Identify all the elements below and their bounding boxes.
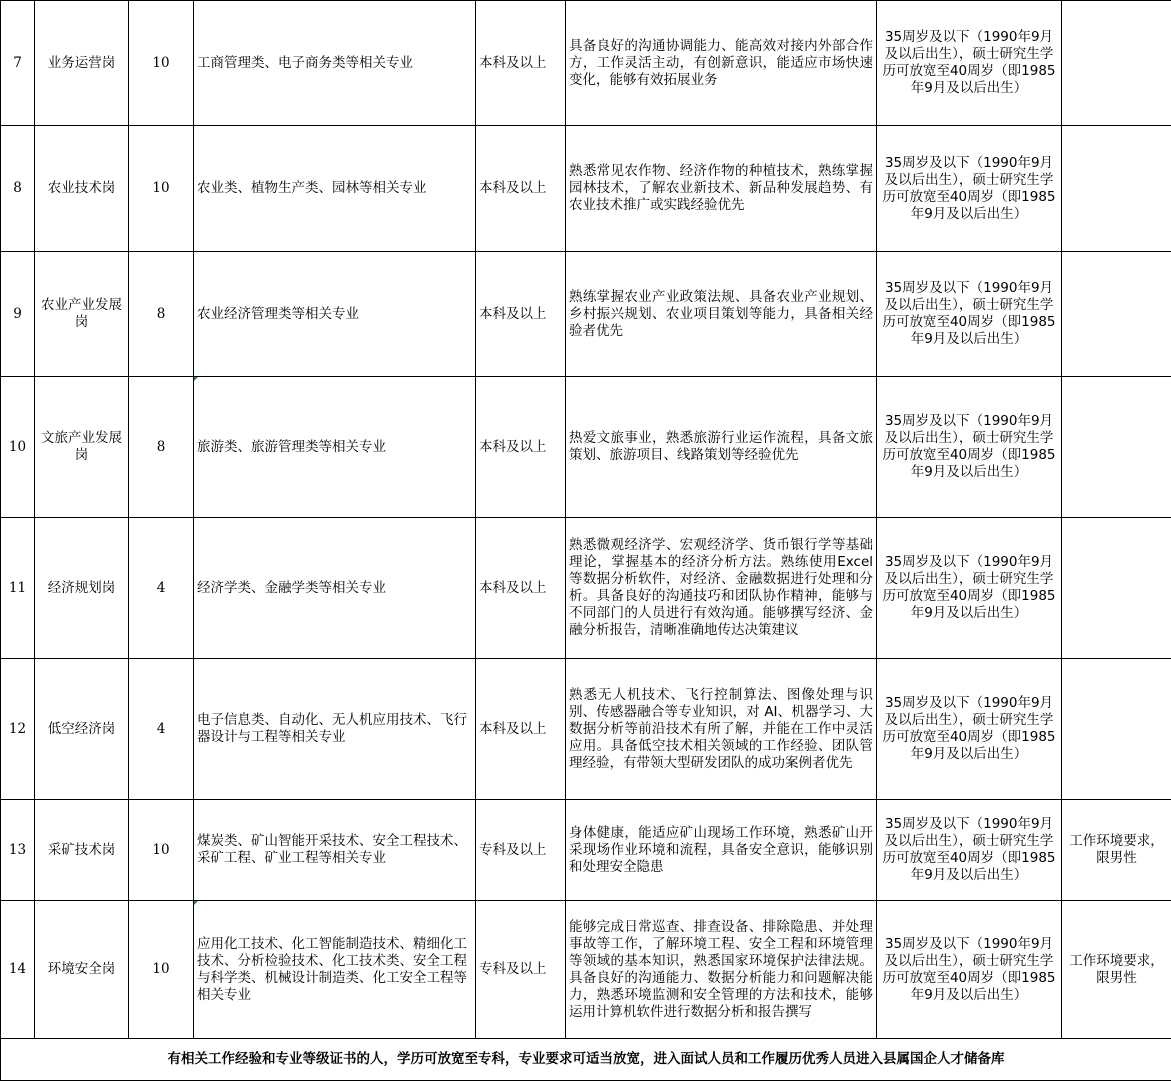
post-name: 低空经济岗 xyxy=(35,659,129,800)
job-table-body xyxy=(1,1,1171,1081)
row-number: 11 xyxy=(1,518,35,659)
headcount: 4 xyxy=(129,659,194,800)
education: 专科及以上 xyxy=(476,901,566,1039)
row-number: 12 xyxy=(1,659,35,800)
major-requirement: 煤炭类、矿山智能开采技术、安全工程技术、采矿工程、矿业工程等相关专业 xyxy=(194,800,476,901)
post-name: 农业产业发展岗 xyxy=(35,252,129,377)
major-requirement: 应用化工技术、化工智能制造技术、精细化工技术、分析检验技术、化工技术类、安全工程与科学类、机械设计制造类、化工安全工程等相关专业 xyxy=(194,901,476,1039)
education: 本科及以上 xyxy=(476,1,566,126)
post-name: 环境安全岗 xyxy=(35,901,129,1039)
remark: 工作环境要求，限男性 xyxy=(1062,800,1171,901)
footer-row xyxy=(1,1039,1171,1081)
remark xyxy=(1062,377,1171,518)
post-name: 业务运营岗 xyxy=(35,1,129,126)
headcount: 10 xyxy=(129,126,194,252)
job-requirement: 熟悉微观经济学、宏观经济学、货币银行学等基础理论，掌握基本的经济分析方法。熟练使用Excel等数据分析软件，对经济、金融数据进行处理和分析。具备良好的沟通技巧和团队协作精神，能够与不同部门的人员进行有效沟通。能够撰写经济、金融分析报告，清晰准确地传达决策建议 xyxy=(566,518,877,659)
remark xyxy=(1062,252,1171,377)
headcount: 8 xyxy=(129,252,194,377)
post-name: 文旅产业发展岗 xyxy=(35,377,129,518)
job-requirement: 身体健康，能适应矿山现场工作环境，熟悉矿山开采现场作业环境和流程，具备安全意识，能够识别和处理安全隐患 xyxy=(566,800,877,901)
footer-note: 有相关工作经验和专业等级证书的人，学历可放宽至专科，专业要求可适当放宽，进入面试人员和工作履历优秀人员进入县属国企人才储备库 xyxy=(1,1039,1171,1081)
major-requirement: 经济学类、金融学类等相关专业 xyxy=(194,518,476,659)
headcount: 10 xyxy=(129,1,194,126)
remark xyxy=(1062,659,1171,800)
table-row xyxy=(1,1,1171,126)
headcount: 10 xyxy=(129,901,194,1039)
table-row xyxy=(1,377,1171,518)
table-row xyxy=(1,518,1171,659)
remark xyxy=(1062,1,1171,126)
education: 本科及以上 xyxy=(476,252,566,377)
major-requirement: 电子信息类、自动化、无人机应用技术、飞行器设计与工程等相关专业 xyxy=(194,659,476,800)
job-requirement: 热爱文旅事业，熟悉旅游行业运作流程，具备文旅策划、旅游项目、线路策划等经验优先 xyxy=(566,377,877,518)
row-number: 14 xyxy=(1,901,35,1039)
age-requirement: 35周岁及以下（1990年9月及以后出生），硕士研究生学历可放宽至40周岁（即1985年9月及以后出生） xyxy=(877,126,1062,252)
table-row xyxy=(1,252,1171,377)
remark xyxy=(1062,518,1171,659)
remark xyxy=(1062,126,1171,252)
headcount: 4 xyxy=(129,518,194,659)
post-name: 经济规划岗 xyxy=(35,518,129,659)
age-requirement: 35周岁及以下（1990年9月及以后出生），硕士研究生学历可放宽至40周岁（即1985年9月及以后出生） xyxy=(877,659,1062,800)
age-requirement: 35周岁及以下（1990年9月及以后出生），硕士研究生学历可放宽至40周岁（即1985年9月及以后出生） xyxy=(877,252,1062,377)
table-row xyxy=(1,800,1171,901)
major-requirement: 农业类、植物生产类、园林等相关专业 xyxy=(194,126,476,252)
major-requirement: 旅游类、旅游管理类等相关专业 xyxy=(194,377,476,518)
major-requirement: 农业经济管理类等相关专业 xyxy=(194,252,476,377)
remark: 工作环境要求，限男性 xyxy=(1062,901,1171,1039)
headcount: 10 xyxy=(129,800,194,901)
table-row xyxy=(1,659,1171,800)
headcount: 8 xyxy=(129,377,194,518)
job-requirement: 熟悉无人机技术、飞行控制算法、图像处理与识别、传感器融合等专业知识，对 AI、机器学习、大数据分析等前沿技术有所了解，并能在工作中灵活应用。具备低空技术相关领域的工作经验、团队管理经验，有带领大型研发团队的成功案例者优先 xyxy=(566,659,877,800)
row-number: 10 xyxy=(1,377,35,518)
row-number: 13 xyxy=(1,800,35,901)
table-row xyxy=(1,126,1171,252)
job-requirement: 熟悉常见农作物、经济作物的种植技术，熟练掌握园林技术，了解农业新技术、新品种发展趋势、有农业技术推广或实践经验优先 xyxy=(566,126,877,252)
table-row xyxy=(1,901,1171,1039)
education: 本科及以上 xyxy=(476,126,566,252)
age-requirement: 35周岁及以下（1990年9月及以后出生），硕士研究生学历可放宽至40周岁（即1985年9月及以后出生） xyxy=(877,901,1062,1039)
age-requirement: 35周岁及以下（1990年9月及以后出生），硕士研究生学历可放宽至40周岁（即1985年9月及以后出生） xyxy=(877,377,1062,518)
post-name: 农业技术岗 xyxy=(35,126,129,252)
education: 本科及以上 xyxy=(476,659,566,800)
education: 本科及以上 xyxy=(476,518,566,659)
job-requirement: 具备良好的沟通协调能力、能高效对接内外部合作方，工作灵活主动，有创新意识，能适应市场快速变化，能够有效拓展业务 xyxy=(566,1,877,126)
post-name: 采矿技术岗 xyxy=(35,800,129,901)
job-requirement: 熟练掌握农业产业政策法规、具备农业产业规划、乡村振兴规划、农业项目策划等能力，具备相关经验者优先 xyxy=(566,252,877,377)
row-number: 9 xyxy=(1,252,35,377)
row-number: 7 xyxy=(1,1,35,126)
major-requirement: 工商管理类、电子商务类等相关专业 xyxy=(194,1,476,126)
job-requirement: 能够完成日常巡查、排查设备、排除隐患、并处理事故等工作，了解环境工程、安全工程和环境管理等领域的基本知识，熟悉国家环境保护法律法规。具备良好的沟通能力、数据分析能力和问题解决能力，熟悉环境监测和安全管理的方法和技术，能够运用计算机软件进行数据分析和报告撰写 xyxy=(566,901,877,1039)
education: 专科及以上 xyxy=(476,800,566,901)
age-requirement: 35周岁及以下（1990年9月及以后出生），硕士研究生学历可放宽至40周岁（即1985年9月及以后出生） xyxy=(877,518,1062,659)
age-requirement: 35周岁及以下（1990年9月及以后出生），硕士研究生学历可放宽至40周岁（即1985年9月及以后出生） xyxy=(877,1,1062,126)
education: 本科及以上 xyxy=(476,377,566,518)
row-number: 8 xyxy=(1,126,35,252)
age-requirement: 35周岁及以下（1990年9月及以后出生），硕士研究生学历可放宽至40周岁（即1985年9月及以后出生） xyxy=(877,800,1062,901)
